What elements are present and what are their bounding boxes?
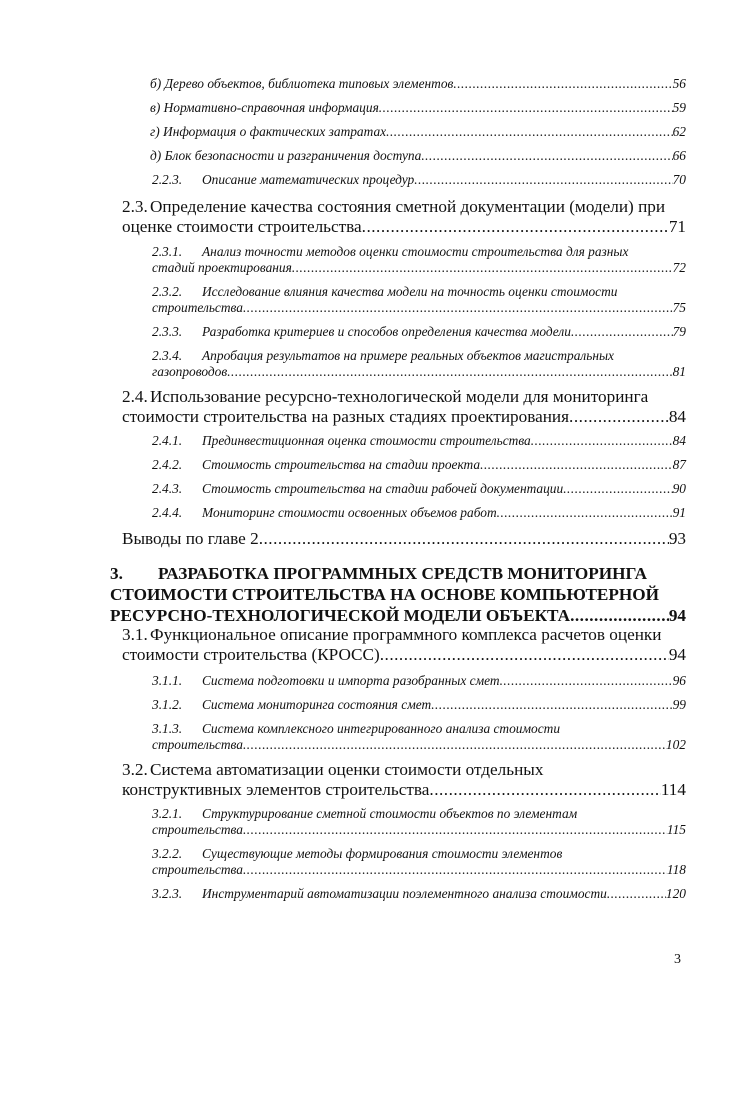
toc-entry-number: 2.3.3. — [152, 324, 183, 339]
leader-dots — [386, 124, 673, 140]
leader-dots — [480, 457, 673, 473]
leader-dots — [421, 148, 672, 164]
toc-entry-title: д) Блок безопасности и разграничения доступа — [150, 148, 422, 163]
toc-entry[interactable] — [152, 886, 686, 902]
toc-entry[interactable] — [152, 481, 686, 497]
toc-entry-title: Система автоматизации оценки стоимости отдельных — [150, 760, 544, 779]
toc-entry-number: 3.2.1. — [152, 806, 183, 821]
toc-entry-title-cont: стоимости строительства (КРОСС) — [122, 645, 380, 664]
toc-entry-number: 2.3.2. — [152, 284, 183, 299]
toc-page-number: 84 — [668, 407, 686, 426]
toc-entry[interactable] — [110, 563, 686, 626]
toc-page-number: 99 — [672, 697, 686, 712]
toc-entry-title: Функциональное описание программного комплекса расчетов оценки — [150, 625, 662, 644]
toc-entry-title: Определение качества состояния сметной документации (модели) при — [150, 197, 666, 216]
toc-entry[interactable] — [152, 457, 686, 473]
leader-dots — [243, 737, 666, 753]
leader-dots — [431, 697, 672, 713]
toc-entry-number: 2.2.3. — [152, 172, 183, 187]
toc-page-number: 79 — [672, 324, 686, 339]
page-number: 3 — [674, 952, 681, 967]
toc-entry-number: 3.1. — [122, 625, 148, 644]
toc-page-number: 96 — [672, 673, 686, 688]
leader-dots — [414, 172, 672, 188]
leader-dots — [569, 407, 669, 427]
toc-entry-title: Прединвестиционная оценка стоимости строительства — [202, 433, 531, 448]
toc-entry-title: Существующие методы формирования стоимости элементов — [202, 846, 563, 861]
toc-entry-title: г) Информация о фактических затратах — [150, 124, 387, 139]
toc-entry-title-cont: строительства — [152, 737, 243, 752]
toc-entry-title: Стоимость строительства на стадии рабочей документации — [202, 481, 564, 496]
toc-page-number: 118 — [666, 862, 686, 877]
toc-entry-title-cont: строительства — [152, 822, 243, 837]
toc-entry[interactable] — [152, 505, 686, 521]
toc-entry-title: РАЗРАБОТКА ПРОГРАММНЫХ СРЕДСТВ МОНИТОРИНГА — [158, 564, 647, 583]
toc-page-number: 81 — [672, 364, 686, 379]
toc-entry-title: Разработка критериев и способов определения качества модели — [202, 324, 571, 339]
toc-entry[interactable] — [152, 172, 686, 188]
toc-entry-number: 2.4. — [122, 387, 148, 406]
toc-page-number: 94 — [668, 606, 686, 625]
toc-entry[interactable] — [150, 124, 686, 140]
toc-entry-title-cont: РЕСУРСНО-ТЕХНОЛОГИЧЕСКОЙ МОДЕЛИ ОБЪЕКТА — [110, 606, 571, 625]
leader-dots — [607, 886, 666, 902]
toc-entry[interactable] — [152, 806, 686, 838]
toc-entry[interactable] — [152, 673, 686, 689]
toc-entry-title: Исследование влияния качества модели на точность оценки стоимости — [202, 284, 618, 299]
toc-entry-title: Система комплексного интегрированного анализа стоимости — [202, 721, 561, 736]
toc-page-number: 70 — [672, 172, 686, 187]
toc-entry-title: Система мониторинга состояния смет — [202, 697, 432, 712]
leader-dots — [571, 324, 673, 340]
toc-entry-title-cont: строительства — [152, 300, 243, 315]
toc-entry[interactable] — [122, 760, 686, 800]
toc-entry[interactable] — [122, 625, 686, 665]
toc-entry[interactable] — [150, 148, 686, 164]
toc-page-number: 56 — [672, 76, 686, 91]
toc-entry[interactable] — [152, 348, 686, 380]
leader-dots — [362, 217, 669, 237]
toc-entry[interactable] — [152, 697, 686, 713]
toc-entry-title: Мониторинг стоимости освоенных объемов работ — [202, 505, 497, 520]
toc-entry-title: б) Дерево объектов, библиотека типовых элементов — [150, 76, 454, 91]
leader-dots — [259, 529, 669, 549]
toc-entry-number: 3.2.3. — [152, 886, 183, 901]
toc-page-number: 114 — [660, 780, 686, 799]
toc-entry[interactable] — [122, 197, 686, 237]
leader-dots — [429, 780, 660, 800]
toc-entry-title: Описание математических процедур — [202, 172, 415, 187]
toc-page-number: 90 — [672, 481, 686, 496]
toc-entry-number: 3. — [110, 564, 123, 583]
toc-entry-title: Выводы по главе 2 — [122, 529, 259, 548]
leader-dots — [243, 822, 667, 838]
toc-entry[interactable] — [152, 284, 686, 316]
toc-entry[interactable] — [152, 244, 686, 276]
toc-entry-number: 3.1.1. — [152, 673, 183, 688]
toc-page-number: 71 — [668, 217, 686, 236]
leader-dots — [500, 673, 673, 689]
toc-entry[interactable] — [152, 721, 686, 753]
toc-entry-title: Система подготовки и импорта разобранных смет — [202, 673, 500, 688]
toc-page-number: 62 — [672, 124, 686, 139]
toc-page-number: 84 — [672, 433, 686, 448]
toc-entry-number: 2.4.1. — [152, 433, 183, 448]
toc-entry-number: 2.3.1. — [152, 244, 183, 259]
toc-page-number: 75 — [672, 300, 686, 315]
leader-dots — [453, 76, 672, 92]
leader-dots — [227, 364, 672, 380]
toc-page-number: 91 — [672, 505, 686, 520]
toc-entry[interactable] — [152, 324, 686, 340]
toc-entry[interactable] — [122, 529, 686, 549]
leader-dots — [292, 260, 673, 276]
toc-page-number: 102 — [665, 737, 686, 752]
toc-entry-title: в) Нормативно-справочная информация — [150, 100, 379, 115]
toc-entry-title-cont: СТОИМОСТИ СТРОИТЕЛЬСТВА НА ОСНОВЕ КОМПЬЮТЕРНОЙ — [110, 585, 659, 604]
toc-page-number: 87 — [672, 457, 686, 472]
toc-page-number: 93 — [668, 529, 686, 548]
leader-dots — [380, 645, 669, 665]
toc-entry-number: 2.3.4. — [152, 348, 183, 363]
toc-entry-number: 2.4.4. — [152, 505, 183, 520]
toc-entry[interactable] — [150, 100, 686, 116]
leader-dots — [570, 605, 669, 626]
toc-entry[interactable] — [152, 433, 686, 449]
toc-page-number: 94 — [668, 645, 686, 664]
toc-entry[interactable] — [152, 846, 686, 878]
toc-page-number: 72 — [672, 260, 686, 275]
toc-entry-title: Структурирование сметной стоимости объектов по элементам — [202, 806, 578, 821]
leader-dots — [563, 481, 672, 497]
toc-page-number: 66 — [672, 148, 686, 163]
leader-dots — [531, 433, 673, 449]
leader-dots — [379, 100, 673, 116]
toc-entry-number: 2.3. — [122, 197, 148, 216]
toc-page-number: 120 — [665, 886, 686, 901]
toc-entry[interactable] — [150, 76, 686, 92]
toc-entry[interactable] — [122, 387, 686, 427]
toc-entry-number: 2.4.2. — [152, 457, 183, 472]
toc-entry-title: Анализ точности методов оценки стоимости строительства для разных — [202, 244, 629, 259]
toc-entry-title-cont: строительства — [152, 862, 243, 877]
toc-entry-number: 3.1.2. — [152, 697, 183, 712]
toc-page-number: 59 — [672, 100, 686, 115]
toc-entry-title: Апробация результатов на примере реальных объектов магистральных — [202, 348, 614, 363]
leader-dots — [243, 300, 673, 316]
toc-entry-title-cont: конструктивных элементов строительства — [122, 780, 430, 799]
toc-entry-title: Инструментарий автоматизации поэлементного анализа стоимости — [202, 886, 607, 901]
toc-entry-number: 3.2.2. — [152, 846, 183, 861]
toc-entry-title-cont: газопроводов — [152, 364, 228, 379]
toc-entry-title: Использование ресурсно-технологической модели для мониторинга — [150, 387, 649, 406]
toc-entry-number: 3.1.3. — [152, 721, 183, 736]
leader-dots — [243, 862, 667, 878]
toc-entry-title-cont: стадий проектирования — [152, 260, 292, 275]
toc-entry-title: Стоимость строительства на стадии проекта — [202, 457, 481, 472]
toc-entry-number: 3.2. — [122, 760, 148, 779]
toc-page-number: 115 — [666, 822, 686, 837]
toc-entry-number: 2.4.3. — [152, 481, 183, 496]
toc-entry-title-cont: оценке стоимости строительства — [122, 217, 362, 236]
toc-entry-title-cont: стоимости строительства на разных стадиях проектирования — [122, 407, 570, 426]
leader-dots — [497, 505, 673, 521]
